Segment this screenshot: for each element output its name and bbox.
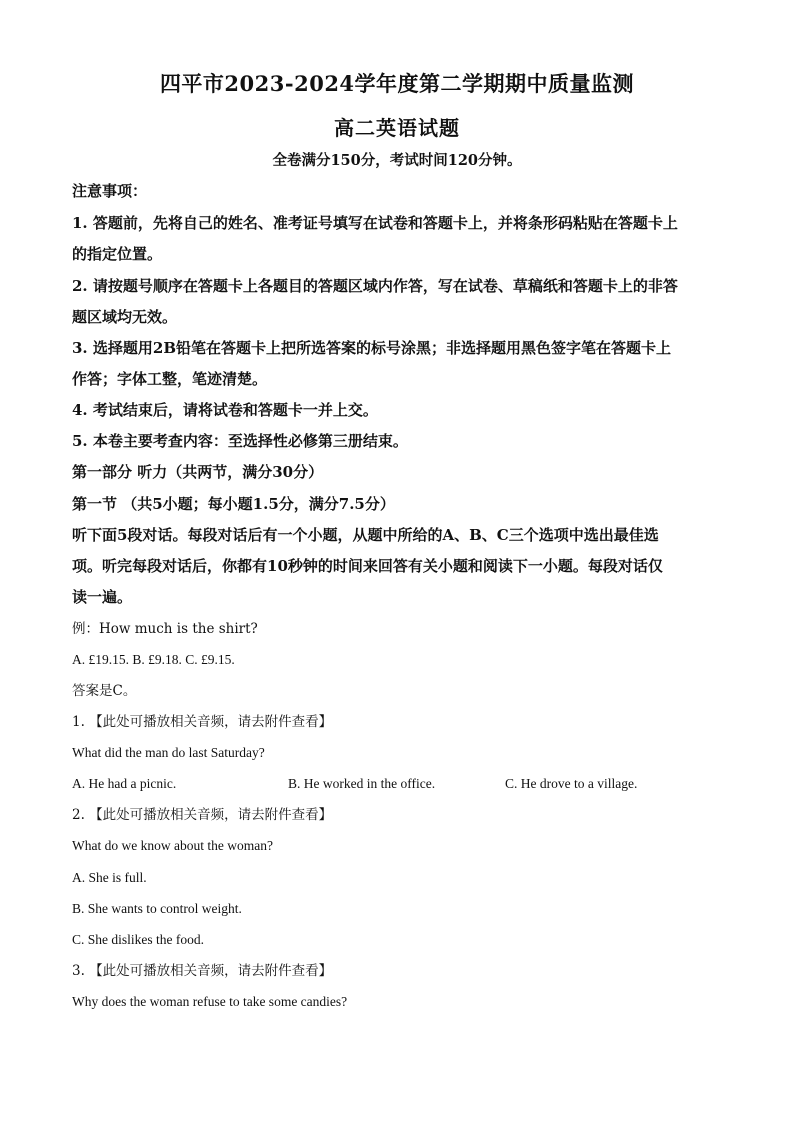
exam-title: 四平市2023-2024学年度第二学期期中质量监测 [159,71,635,96]
question-2-head: 2. 【此处可播放相关音频，请去附件查看】 [72,807,333,823]
example-answer: 答案是C。 [72,683,137,699]
example-question: 例：How much is the shirt? [72,621,258,637]
notice-line: 1. 答题前，先将自己的姓名、准考证号填写在试卷和答题卡上，并将条形码粘贴在答题卡上 [72,214,678,232]
question-3-head: 3. 【此处可播放相关音频，请去附件查看】 [72,963,333,979]
question-1-option-c: C. He drove to a village. [505,776,638,791]
question-1-head: 1. 【此处可播放相关音频，请去附件查看】 [72,714,333,730]
question-1-text: What did the man do last Saturday? [72,745,265,760]
notice-line: 2. 请按题号顺序在答题卡上各题目的答题区域内作答，写在试卷、草稿纸和答题卡上的非答 [72,277,678,295]
notice-heading: 注意事项： [72,182,148,200]
exam-subtitle: 高二英语试题 [334,116,460,140]
notice-line: 作答；字体工整，笔迹清楚。 [72,370,268,388]
instruction-line: 听下面5段对话。每段对话后有一个小题，从题中所给的A、B、C三个选项中选出最佳选 [72,526,659,544]
question-3-text: Why does the woman refuse to take some candies? [72,994,348,1009]
question-2-option-a: A. She is full. [72,870,147,885]
section1-heading: 第一节 （共5小题；每小题1.5分，满分7.5分） [72,495,395,513]
question-1-option-b: B. He worked in the office. [288,776,436,791]
notice-line: 4. 考试结束后，请将试卷和答题卡一并上交。 [72,401,378,419]
question-2-text: What do we know about the woman? [72,838,273,853]
question-2-option-c: C. She dislikes the food. [72,932,204,947]
notice-line: 的指定位置。 [72,245,163,263]
notice-line: 5. 本卷主要考查内容：至选择性必修第三册结束。 [72,432,408,450]
part1-heading: 第一部分 听力（共两节，满分30分） [72,463,324,481]
example-options: A. £19.15. B. £9.18. C. £9.15. [72,652,235,667]
score-info: 全卷满分150分，考试时间120分钟。 [272,152,522,169]
question-2-option-b: B. She wants to control weight. [72,901,242,916]
notice-line: 3. 选择题用2B铅笔在答题卡上把所选答案的标号涂黑；非选择题用黑色签字笔在答题卡上 [72,339,672,357]
instruction-line: 读一遍。 [72,588,133,606]
instruction-line: 项。听完每段对话后，你都有10秒钟的时间来回答有关小题和阅读下一小题。每段对话仅 [72,557,663,575]
notice-line: 题区域均无效。 [72,308,178,326]
question-1-option-a: A. He had a picnic. [72,776,177,791]
